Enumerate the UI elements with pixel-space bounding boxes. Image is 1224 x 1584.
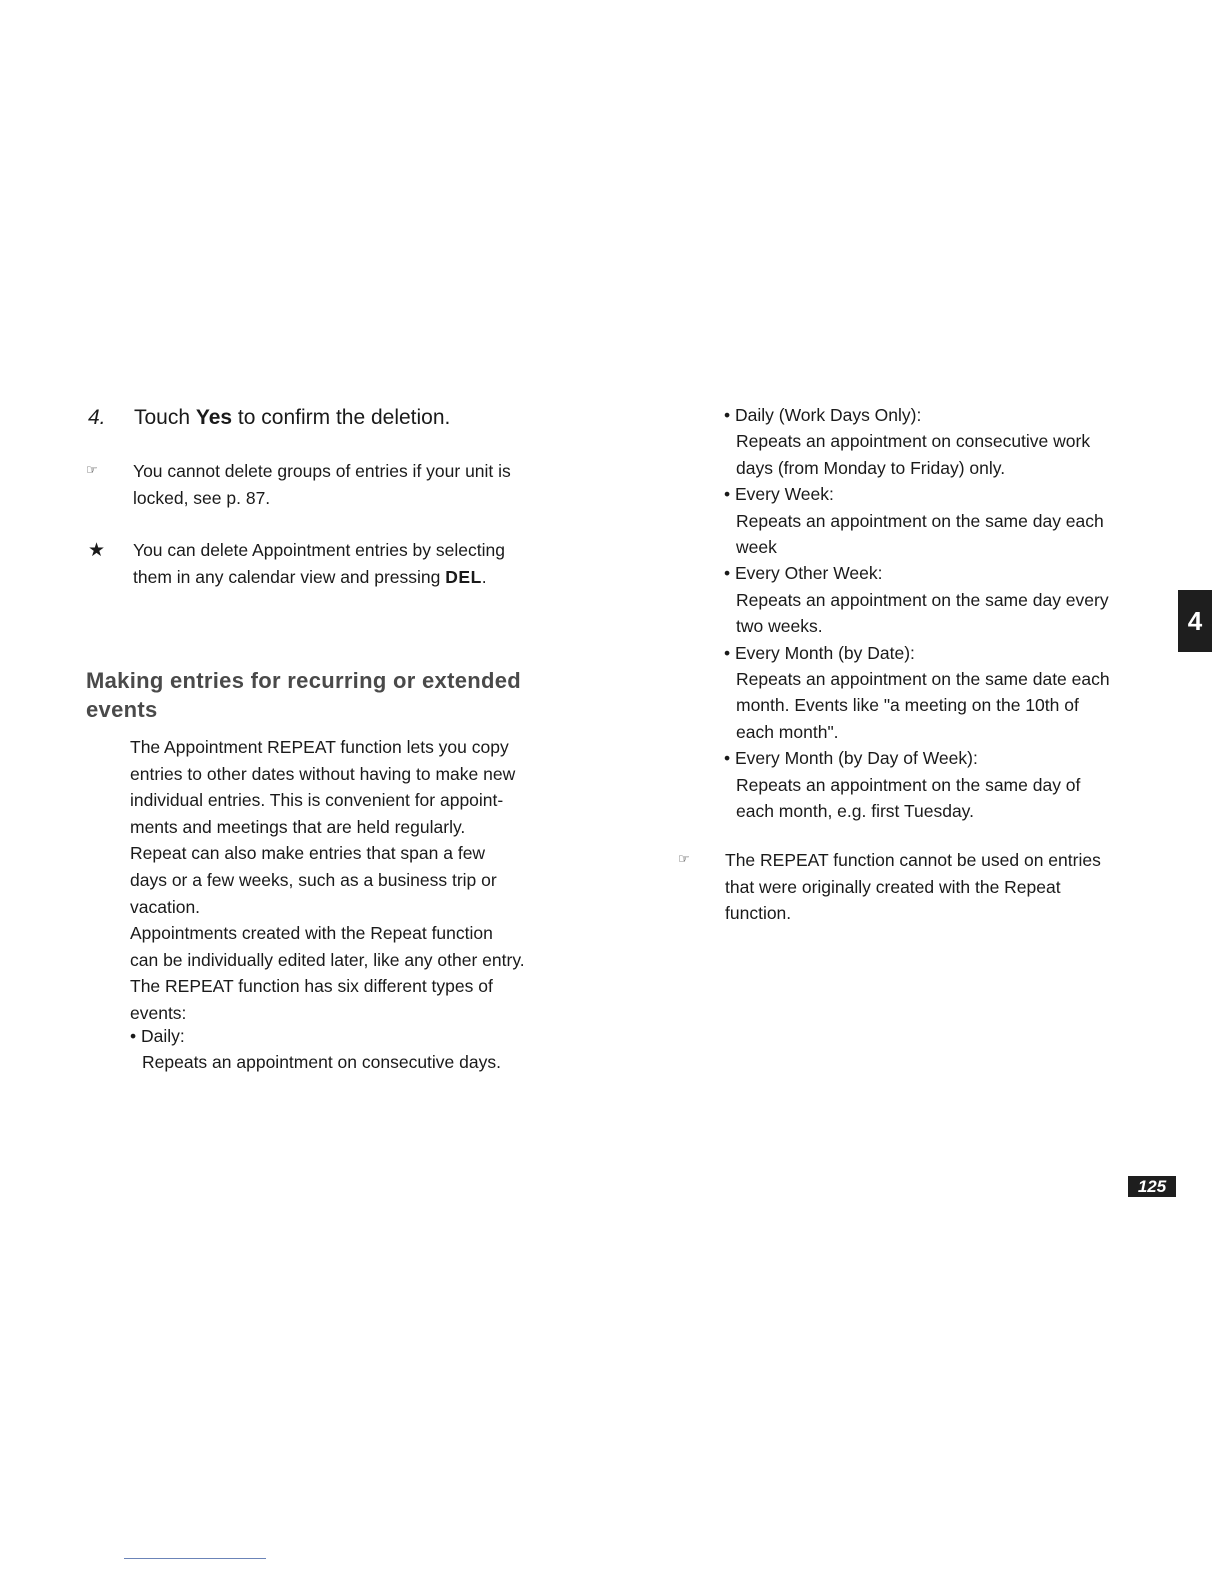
option-description: Repeats an appointment on the same day every two weeks.	[736, 589, 1109, 637]
option-name: • Every Month (by Day of Week):	[724, 748, 978, 769]
step-text	[134, 404, 450, 432]
page-number: 125	[1128, 1176, 1176, 1197]
tip-text-after: .	[481, 566, 487, 587]
option-description: Repeats an appointment on the same date each month. Events like "a meeting on the 10th of each month".	[736, 669, 1110, 742]
tip-text	[133, 537, 505, 590]
step-text-before: Touch	[134, 406, 196, 429]
option-description: Repeats an appointment on the same day of each month, e.g. first Tuesday.	[736, 774, 1081, 822]
note-repeat-restriction	[678, 847, 1101, 927]
note-locked-unit	[86, 458, 511, 511]
pointing-hand-icon: ☞	[678, 852, 689, 867]
option-name: • Every Month (by Date):	[724, 642, 915, 663]
repeat-option-daily	[130, 1023, 600, 1076]
note-locked-text: You cannot delete groups of entries if your unit is locked, see p. 87.	[133, 461, 511, 508]
step-number: 4.	[88, 406, 106, 429]
option-description: Repeats an appointment on consecutive work days (from Monday to Friday) only.	[736, 431, 1091, 478]
section-body: The Appointment REPEAT function lets you copy entries to other dates without having to make new individual entries. This is convenient for appoint- ments and meetings that are held regularly. Repeat can also make entries that span a few days or a few weeks, such as a business trip or vacation. Appointments created with the Repeat function can be individually edited later, like any other entry. The REPEAT function has six different types of events:	[130, 737, 525, 1023]
repeat-options-left	[130, 1023, 600, 1076]
tip-text-before: You can delete Appointment entries by selecting them in any calendar view and pressing	[133, 540, 505, 587]
section-heading: Making entries for recurring or extended events	[86, 668, 521, 722]
note-repeat-text: The REPEAT function cannot be used on entries that were originally created with the Repeat function.	[725, 850, 1101, 923]
tip-del-key	[86, 537, 505, 590]
option-name: • Every Other Week:	[724, 563, 883, 584]
option-name: • Daily (Work Days Only):	[724, 405, 922, 425]
repeat-option-month-by-weekday	[724, 745, 1184, 824]
step-4	[88, 404, 450, 432]
repeat-option-every-other-week	[724, 560, 1184, 639]
repeat-options-right	[724, 402, 1184, 825]
option-description: Repeats an appointment on consecutive days.	[142, 1052, 501, 1073]
del-keyword: DEL	[445, 566, 482, 587]
step-text-after: to confirm the deletion.	[232, 406, 451, 429]
repeat-option-month-by-date	[724, 640, 1184, 746]
option-description: Repeats an appointment on the same day each week	[736, 510, 1104, 558]
star-icon: ★	[88, 539, 106, 561]
option-name: • Every Week:	[724, 484, 834, 505]
bottom-rule	[124, 1558, 266, 1559]
yes-keyword: Yes	[195, 406, 233, 429]
pointing-hand-icon: ☞	[86, 463, 97, 478]
repeat-option-every-week	[724, 481, 1184, 560]
repeat-option-work-days	[724, 402, 1184, 481]
option-name: • Daily:	[130, 1026, 185, 1046]
chapter-tab: 4	[1178, 590, 1212, 652]
